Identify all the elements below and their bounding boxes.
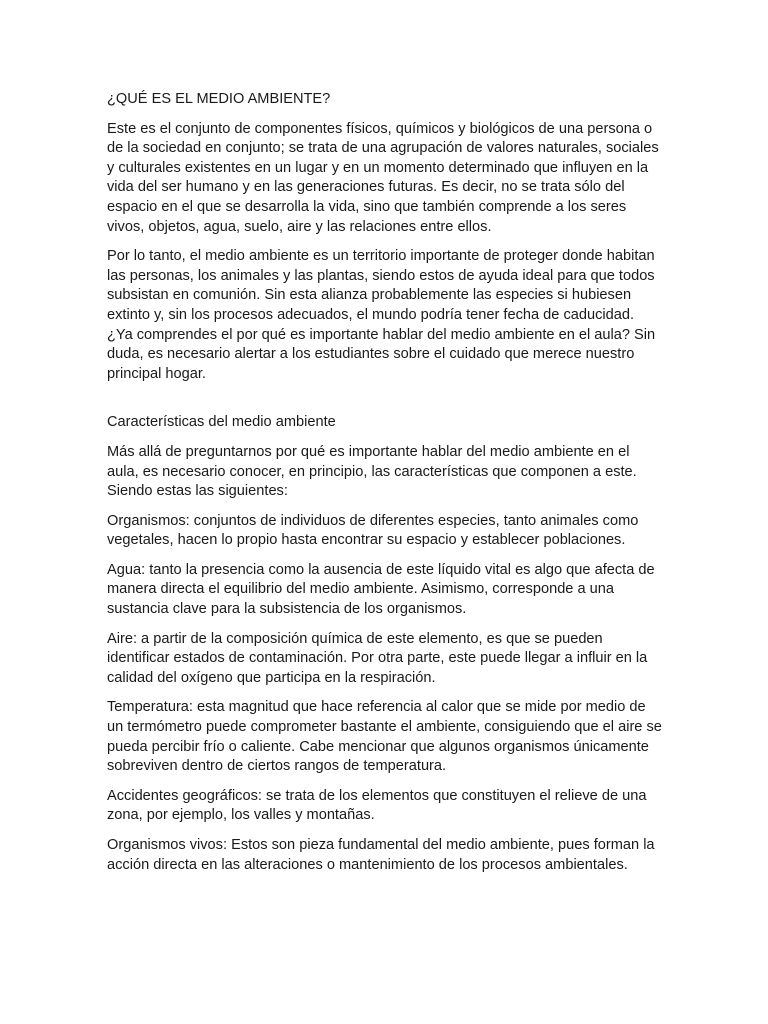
characteristic-aire: Aire: a partir de la composición química de este elemento, es que se pueden identificar estados de contaminación. Por otra parte, este puede llegar a influir en la calidad del oxígeno que participa en la respiración. (107, 630, 648, 686)
document-page (107, 90, 663, 885)
document-title: ¿QUÉ ES EL MEDIO AMBIENTE? (107, 91, 331, 107)
characteristic-organismos-vivos: Organismos vivos: Estos son pieza fundamental del medio ambiente, pues forman la acción directa en las alteraciones o mantenimiento de los procesos ambientales. (107, 837, 655, 873)
intro-paragraph-importance: Por lo tanto, el medio ambiente es un territorio importante de proteger donde habitan las personas, los animales y las plantas, siendo estos de ayuda ideal para que todos subsistan en comunión. Sin esta alianza probablemente las especies si hubiesen extinto y, sin los procesos adecuados, el mundo podría tener fecha de caducidad. ¿Ya comprendes el por qué es importante hablar del medio ambiente en el aula? Sin duda, es necesario alertar a los estudiantes sobre el cuidado que merece nuestro principal hogar. (107, 248, 656, 382)
characteristic-agua: Agua: tanto la presencia como la ausencia de este líquido vital es algo que afecta de manera directa el equilibrio del medio ambiente. Asimismo, corresponde a una sustancia clave para la subsistencia de los organismos. (107, 561, 655, 618)
section-heading: Características del medio ambiente (107, 414, 336, 431)
section-paragraph-intro: Más allá de preguntarnos por qué es importante hablar del medio ambiente en el aula, es necesario conocer, en principio, las características que componen a este. Siendo estas las siguientes: (107, 443, 637, 500)
characteristic-accidentes-geograficos: Accidentes geográficos: se trata de los elementos que constituyen el relieve de una zona, por ejemplo, los valles y montañas. (107, 787, 647, 824)
characteristic-organismos: Organismos: conjuntos de individuos de diferentes especies, tanto animales como vegetales, hacen lo propio hasta encontrar su espacio y establecer poblaciones. (107, 512, 639, 549)
intro-paragraph-definition: Este es el conjunto de componentes físicos, químicos y biológicos de una persona o de la sociedad en conjunto; se trata de una agrupación de valores naturales, sociales y culturales existentes en un lugar y en un momento determinado que influyen en la vida del ser humano y en las generaciones futuras. Es decir, no se trata sólo del espacio en el que se desarrolla la vida, sino que también comprende a los seres vivos, objetos, agua, suelo, aire y las relaciones entre ellos. (107, 120, 659, 235)
characteristic-temperatura: Temperatura: esta magnitud que hace referencia al calor que se mide por medio de un termómetro puede comprometer bastante el ambiente, consiguiendo que el aire se pueda percibir frío o caliente. Cabe mencionar que algunos organismos únicamente sobreviven dentro de ciertos rangos de temperatura. (107, 699, 662, 775)
